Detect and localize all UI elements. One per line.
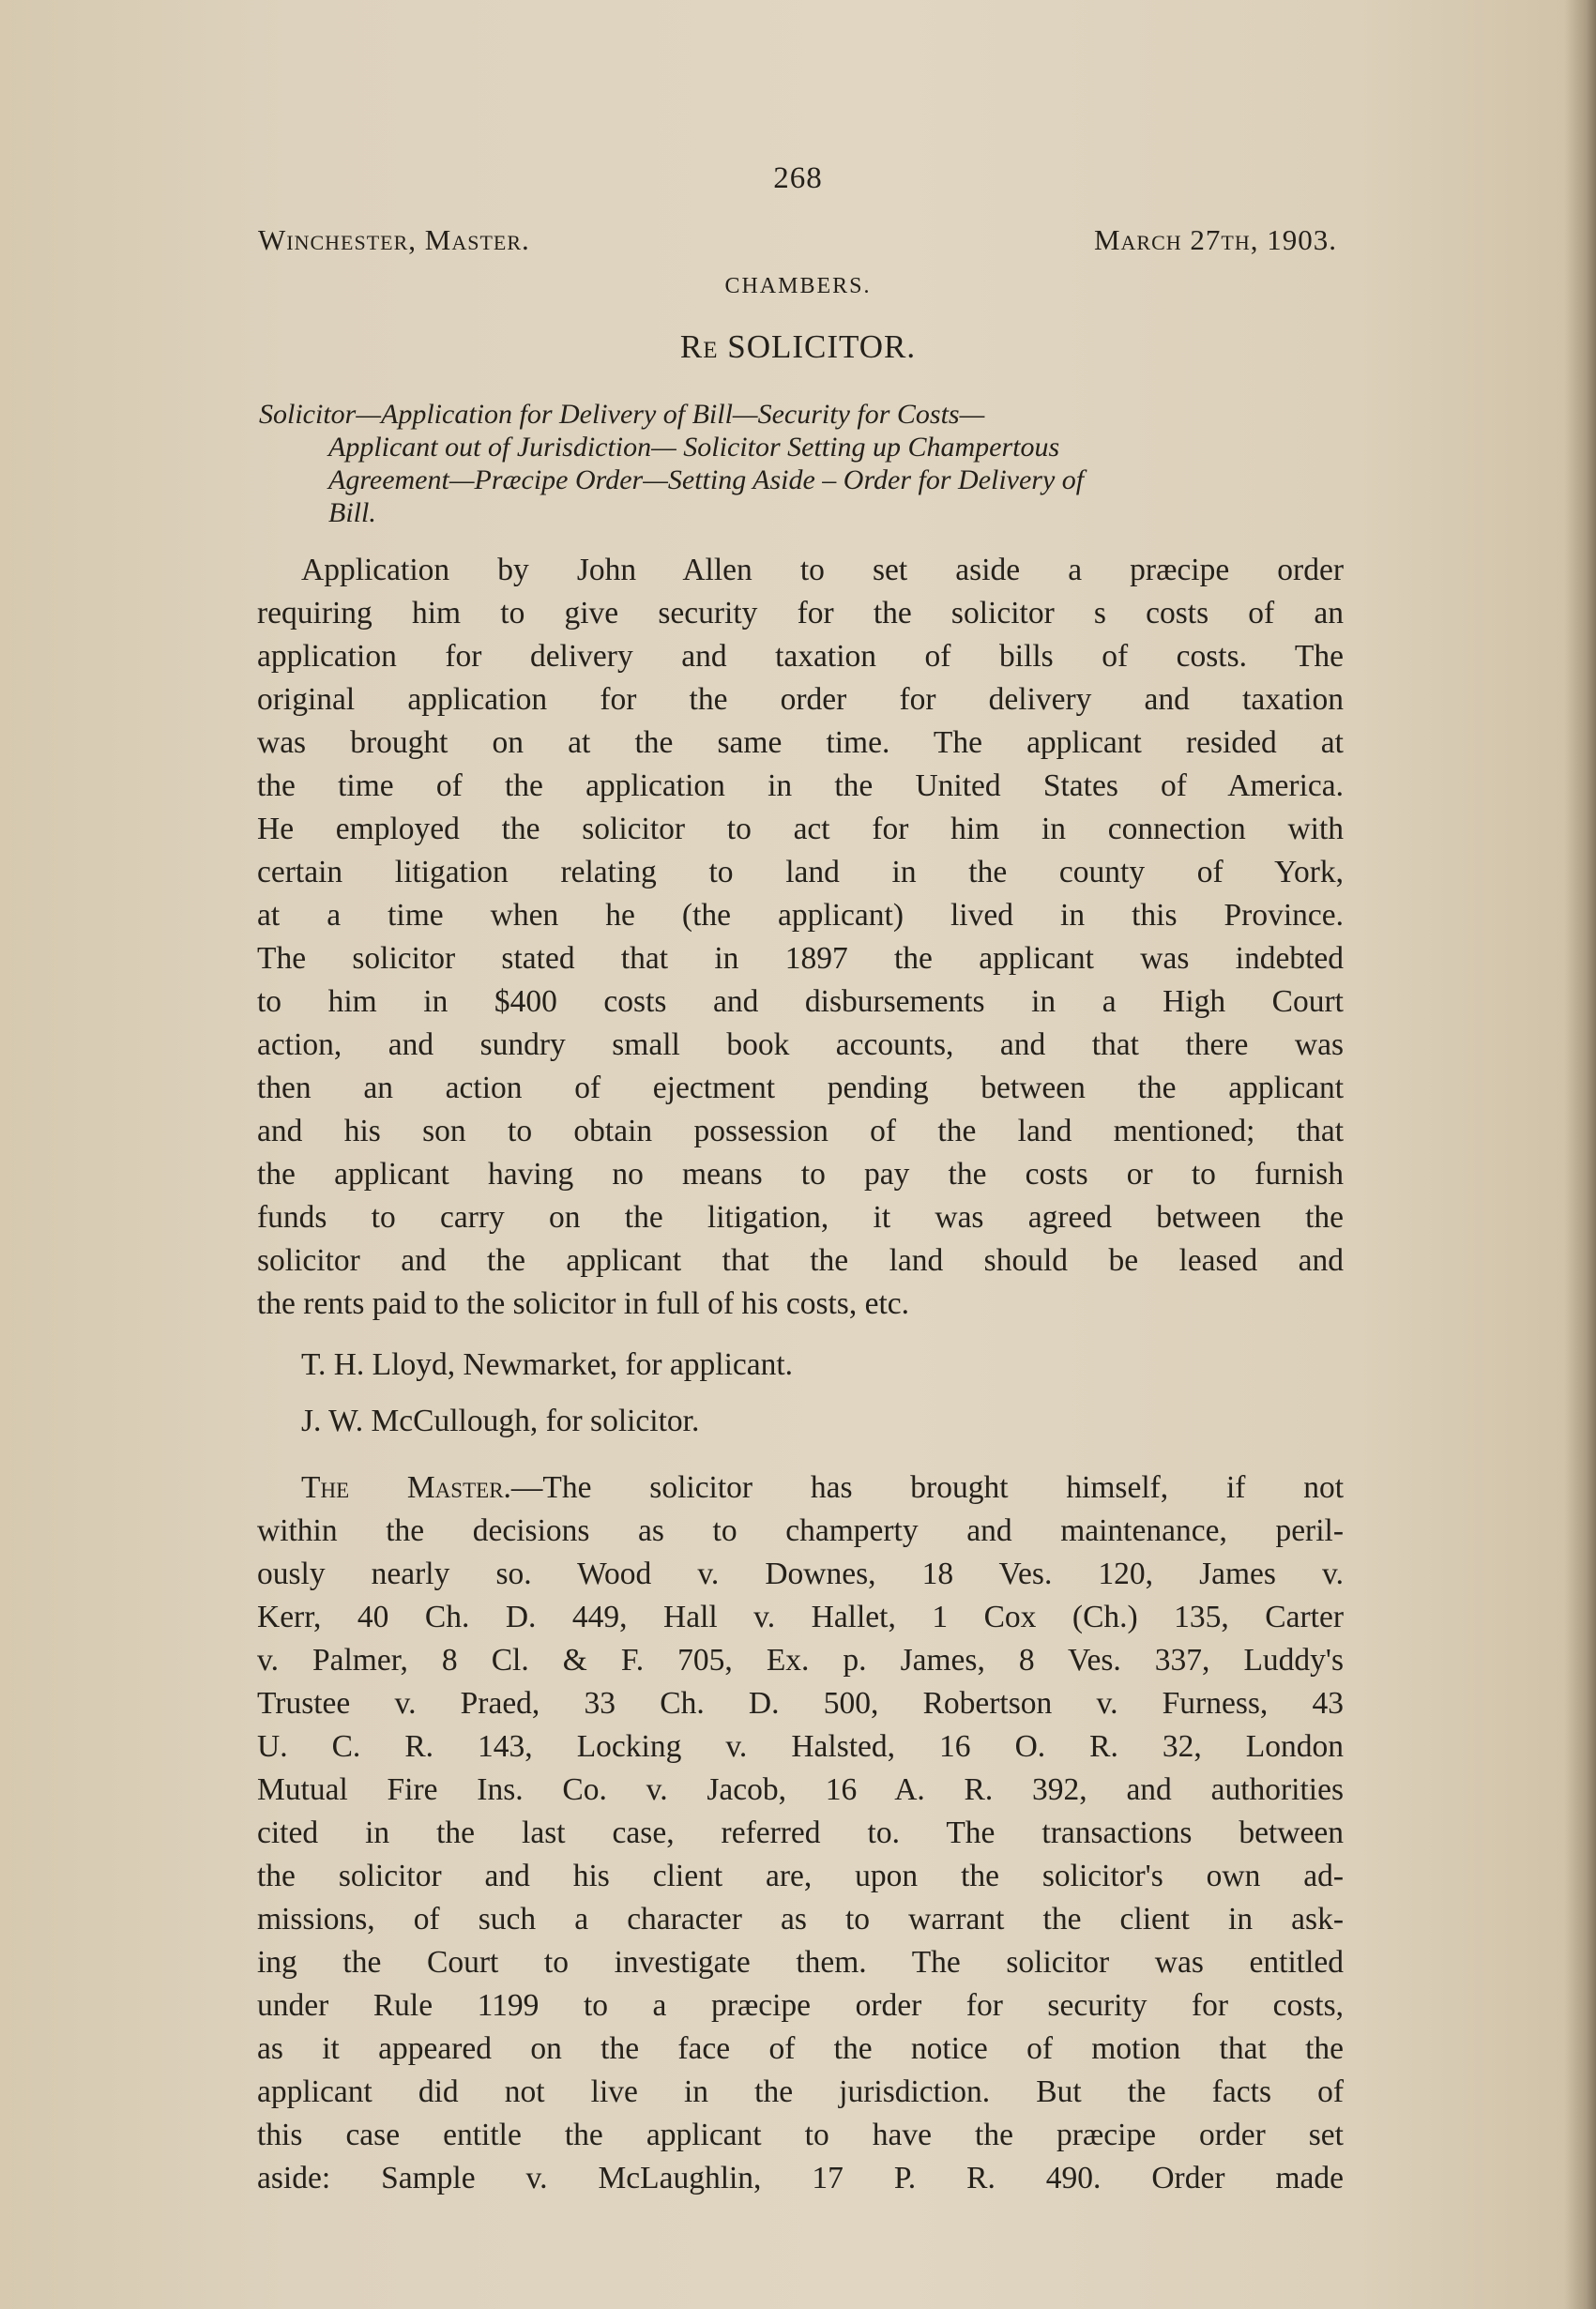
text-line: the rents paid to the solicitor in full of his costs, etc. [257, 1286, 909, 1321]
text-line: ing the Court to investigate them. The solicitor was entitled [257, 1945, 1344, 1980]
text-line [257, 1466, 1344, 1510]
text-line: at a time when he (the applicant) lived in this Province. [257, 898, 1344, 933]
header-left: Winchester, Master. [258, 223, 530, 256]
counsel-line: T. H. Lloyd, Newmarket, for applicant. [301, 1347, 794, 1382]
judgment-speaker: The Master. [301, 1470, 511, 1505]
text-line: funds to carry on the litigation, it was agreed between the [257, 1200, 1344, 1235]
text-line: Kerr, 40 Ch. D. 449, Hall v. Hallet, 1 Cox (Ch.) 135, Carter [257, 1600, 1344, 1634]
text-line: Trustee v. Praed, 33 Ch. D. 500, Robertson v. Furness, 43 [257, 1686, 1344, 1721]
text-line: action, and sundry small book accounts, and that there was [257, 1027, 1344, 1062]
text-line: v. Palmer, 8 Cl. & F. 705, Ex. p. James, 8 Ves. 337, Luddy's [257, 1643, 1344, 1678]
headnote-line: Applicant out of Jurisdiction— Solicitor Setting up Champertous [328, 432, 1060, 463]
headnote [259, 398, 1347, 529]
text-line: was brought on at the same time. The applicant resided at [257, 725, 1344, 760]
text-line: aside: Sample v. McLaughlin, 17 P. R. 490. Order made [257, 2161, 1344, 2195]
text-line: to him in $400 costs and disbursements in a High Court [257, 984, 1344, 1019]
text-line: under Rule 1199 to a præcipe order for security for costs, [257, 1988, 1344, 2023]
text-line: The solicitor stated that in 1897 the applicant was indebted [257, 941, 1344, 976]
case-title: Re SOLICITOR. [679, 328, 917, 365]
judgment-paragraph [257, 1466, 1344, 2200]
text-line: certain litigation relating to land in the county of York, [257, 855, 1344, 889]
headnote-line: Agreement—Præcipe Order—Setting Aside – Order for Delivery of [328, 464, 1085, 495]
headnote-line: Bill. [328, 497, 376, 528]
text-line: application for delivery and taxation of bills of costs. The [257, 639, 1344, 674]
counsel-list [257, 1344, 1344, 1456]
text-line: applicant did not live in the jurisdiction. But the facts of [257, 2074, 1344, 2109]
text-line: then an action of ejectment pending between the applicant [257, 1071, 1344, 1105]
judgment-first-line: —The solicitor has brought himself, if not [510, 1470, 1345, 1505]
text-line: requiring him to give security for the solicitor s costs of an [257, 596, 1344, 630]
page-number: 268 [773, 161, 823, 195]
text-line: within the decisions as to champerty and maintenance, peril- [257, 1513, 1344, 1548]
header-right: March 27th, 1903. [1093, 223, 1337, 256]
text-line: the time of the application in the United States of America. [257, 768, 1344, 803]
headnote-line: Solicitor—Application for Delivery of Bill—Security for Costs— [259, 399, 985, 430]
text-line: the applicant having no means to pay the costs or to furnish [257, 1157, 1344, 1192]
text-line: Mutual Fire Ins. Co. v. Jacob, 16 A. R. 392, and authorities [257, 1772, 1344, 1807]
statement-paragraph [257, 549, 1344, 1326]
text-line: missions, of such a character as to warrant the client in ask- [257, 1902, 1344, 1937]
text-line: Application by John Allen to set aside a præcipe order [301, 553, 1344, 587]
text-line: ously nearly so. Wood v. Downes, 18 Ves. 120, James v. [257, 1557, 1344, 1591]
text-line: He employed the solicitor to act for him in connection with [257, 812, 1344, 846]
counsel-line: J. W. McCullough, for solicitor. [301, 1404, 700, 1438]
text-line: U. C. R. 143, Locking v. Halsted, 16 O. R. 32, London [257, 1729, 1344, 1764]
running-header [258, 223, 1337, 265]
text-line: this case entitle the applicant to have the præcipe order set [257, 2118, 1344, 2152]
court-label: CHAMBERS. [724, 274, 872, 298]
text-line: and his son to obtain possession of the land mentioned; that [257, 1114, 1344, 1148]
text-line: original application for the order for delivery and taxation [257, 682, 1344, 717]
text-line: solicitor and the applicant that the land should be leased and [257, 1243, 1344, 1278]
text-line: cited in the last case, referred to. The transactions between [257, 1815, 1344, 1850]
text-line: the solicitor and his client are, upon the solicitor's own ad- [257, 1859, 1344, 1893]
text-line: as it appeared on the face of the notice of motion that the [257, 2031, 1344, 2066]
